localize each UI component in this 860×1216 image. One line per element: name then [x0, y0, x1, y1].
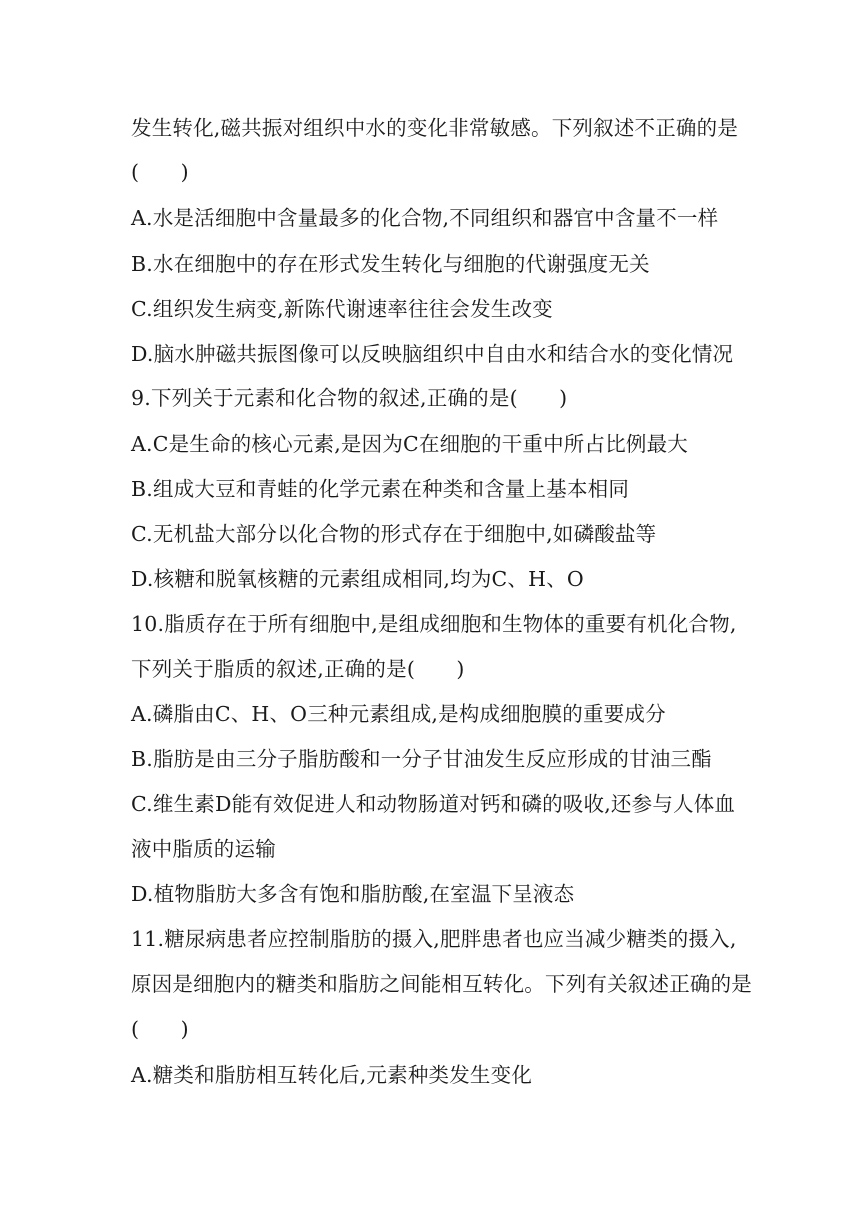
question-10-option-c-line-2: 液中脂质的运输	[131, 837, 276, 861]
question-11-stem-line-2: 原因是细胞内的糖类和脂肪之间能相互转化。下列有关叙述正确的是	[131, 972, 752, 996]
question-10-option-b: B.脂肪是由三分子脂肪酸和一分子甘油发生反应形成的甘油三酯	[131, 747, 712, 771]
question-11-stem-line-1: 11.糖尿病患者应控制脂肪的摄入,肥胖患者也应当减少糖类的摄入,	[131, 927, 737, 951]
question-10-option-a: A.磷脂由C、H、O三种元素组成,是构成细胞膜的重要成分	[131, 702, 666, 726]
question-9-option-a: A.C是生命的核心元素,是因为C在细胞的干重中所占比例最大	[131, 432, 689, 456]
question-8-answer-blank: ( )	[131, 160, 189, 184]
question-8-option-b: B.水在细胞中的存在形式发生转化与细胞的代谢强度无关	[131, 252, 650, 276]
question-8-stem-continuation: 发生转化,磁共振对组织中水的变化非常敏感。下列叙述不正确的是	[131, 116, 739, 140]
question-10-option-c-line-1: C.维生素D能有效促进人和动物肠道对钙和磷的吸收,还参与人体血	[131, 792, 736, 816]
question-9-stem: 9.下列关于元素和化合物的叙述,正确的是( )	[131, 386, 568, 410]
question-9-option-b: B.组成大豆和青蛙的化学元素在种类和含量上基本相同	[131, 477, 630, 501]
question-10-option-d: D.植物脂肪大多含有饱和脂肪酸,在室温下呈液态	[131, 882, 575, 906]
question-9-option-d: D.核糖和脱氧核糖的元素组成相同,均为C、H、O	[131, 567, 584, 591]
question-8-option-c: C.组织发生病变,新陈代谢速率往往会发生改变	[131, 297, 553, 321]
question-9-option-c: C.无机盐大部分以化合物的形式存在于细胞中,如磷酸盐等	[131, 522, 657, 546]
question-11-answer-blank: ( )	[131, 1017, 189, 1041]
question-11-option-a: A.糖类和脂肪相互转化后,元素种类发生变化	[131, 1063, 533, 1087]
question-10-stem-line-1: 10.脂质存在于所有细胞中,是组成细胞和生物体的重要有机化合物,	[131, 612, 737, 636]
question-8-option-a: A.水是活细胞中含量最多的化合物,不同组织和器官中含量不一样	[131, 206, 719, 230]
question-8-option-d: D.脑水肿磁共振图像可以反映脑组织中自由水和结合水的变化情况	[131, 342, 734, 366]
question-10-stem-line-2: 下列关于脂质的叙述,正确的是( )	[131, 657, 465, 681]
